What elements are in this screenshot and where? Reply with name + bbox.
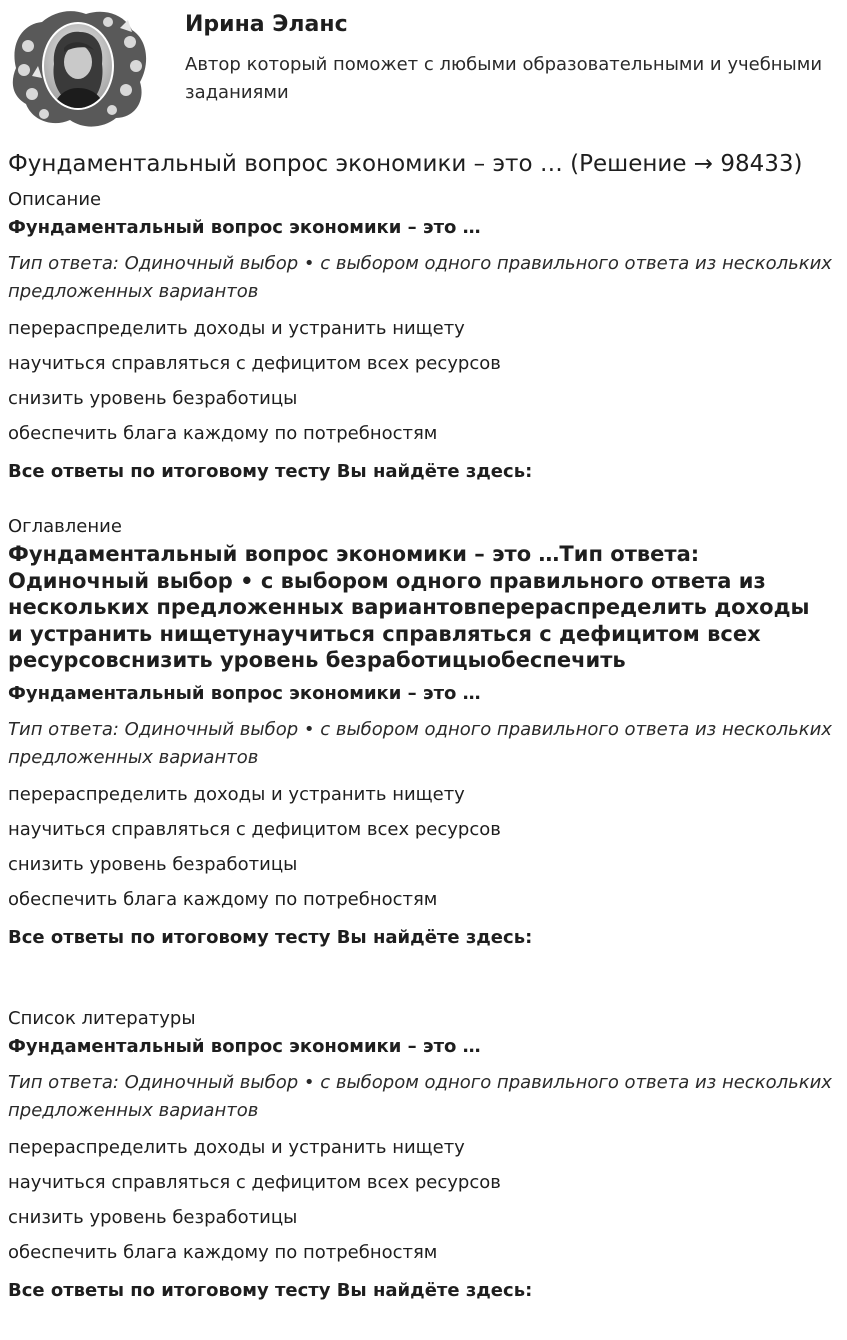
option-item: обеспечить блага каждому по потребностям bbox=[8, 888, 438, 910]
option-item: перераспределить доходы и устранить нищету bbox=[8, 783, 465, 805]
all-answers-link[interactable]: Все ответы по итоговому тесту Вы найдёте здесь: bbox=[8, 926, 533, 948]
page-title: Фундаментальный вопрос экономики – это … (Решение → 98433) bbox=[8, 151, 803, 177]
all-answers-link[interactable]: Все ответы по итоговому тесту Вы найдёте здесь: bbox=[8, 1280, 533, 1301]
option-item: научиться справляться с дефицитом всех ресурсов bbox=[8, 1172, 501, 1193]
answer-type: Тип ответа: Одиночный выбор • с выбором одного правильного ответа из нескольких предложенных вариантов bbox=[8, 253, 832, 302]
author-description: Автор который поможет с любыми образовательными и учебными заданиями bbox=[185, 54, 823, 103]
option-item: снизить уровень безработицы bbox=[8, 853, 298, 875]
option-item: перераспределить доходы и устранить нищету bbox=[8, 318, 465, 339]
author-card bbox=[0, 0, 847, 135]
question-text: Фундаментальный вопрос экономики – это … bbox=[8, 1036, 481, 1057]
references-section bbox=[8, 1007, 838, 1303]
answer-type: Тип ответа: Одиночный выбор • с выбором одного правильного ответа из нескольких предложенных вариантов bbox=[8, 1072, 832, 1121]
toc-summary-title: Фундаментальный вопрос экономики – это …Тип ответа: Одиночный выбор • с выбором одного правильного ответа из нескольких предложенных вариантовперераспределить доходы и устранить нищетунаучиться справляться с дефицитом всех ресурсовснизить уровень безработицыобеспечить bbox=[8, 542, 810, 672]
answer-type: Тип ответа: Одиночный выбор • с выбором одного правильного ответа из нескольких предложенных вариантов bbox=[8, 718, 832, 768]
option-item: снизить уровень безработицы bbox=[8, 388, 298, 409]
section-heading: Описание bbox=[8, 189, 102, 210]
option-item: обеспечить блага каждому по потребностям bbox=[8, 423, 438, 444]
author-avatar bbox=[8, 6, 150, 128]
question-text: Фундаментальный вопрос экономики – это … bbox=[8, 682, 481, 704]
author-name[interactable]: Ирина Эланс bbox=[185, 12, 348, 37]
option-item: перераспределить доходы и устранить нищету bbox=[8, 1137, 465, 1158]
option-item: научиться справляться с дефицитом всех ресурсов bbox=[8, 818, 501, 840]
option-item: снизить уровень безработицы bbox=[8, 1207, 298, 1228]
all-answers-link[interactable]: Все ответы по итоговому тесту Вы найдёте здесь: bbox=[8, 461, 533, 482]
toc-section bbox=[8, 515, 838, 950]
section-heading: Список литературы bbox=[8, 1008, 196, 1029]
section-heading: Оглавление bbox=[8, 516, 122, 537]
description-section bbox=[8, 188, 838, 484]
question-text: Фундаментальный вопрос экономики – это … bbox=[8, 217, 481, 238]
option-item: обеспечить блага каждому по потребностям bbox=[8, 1242, 438, 1263]
option-item: научиться справляться с дефицитом всех ресурсов bbox=[8, 353, 501, 374]
